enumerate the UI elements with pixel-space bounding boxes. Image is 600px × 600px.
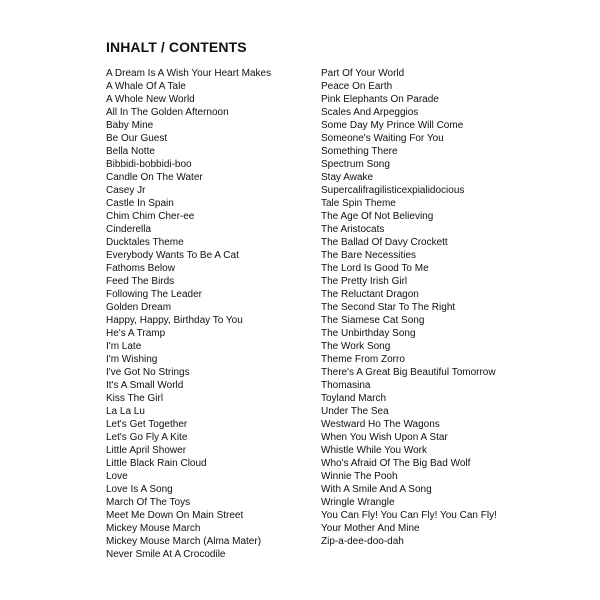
contents-list-left <box>106 67 271 561</box>
song-title-entry: Little April Shower <box>106 445 187 456</box>
song-title-entry: Let's Get Together <box>106 419 188 430</box>
song-title-entry: Chim Chim Cher-ee <box>106 211 195 222</box>
song-title-entry: The Siamese Cat Song <box>321 315 425 326</box>
song-title-entry: The Pretty Irish Girl <box>321 276 408 287</box>
song-title-entry: Let's Go Fly A Kite <box>106 432 188 443</box>
song-title-entry: March Of The Toys <box>106 497 191 508</box>
song-title-entry: Be Our Guest <box>106 133 168 144</box>
song-title-entry: Supercalifragilisticexpialidocious <box>321 185 465 196</box>
contents-list-right <box>321 67 497 548</box>
song-title-entry: Little Black Rain Cloud <box>106 458 207 469</box>
song-title-entry: Something There <box>321 146 398 157</box>
song-title-entry: The Lord Is Good To Me <box>321 263 429 274</box>
song-title-entry: Winnie The Pooh <box>321 471 398 482</box>
song-title-entry: When You Wish Upon A Star <box>321 432 448 443</box>
song-title-entry: The Unbirthday Song <box>321 328 416 339</box>
contents-heading: INHALT / CONTENTS <box>106 39 247 55</box>
song-title-entry: It's A Small World <box>106 380 184 391</box>
song-title-entry: Whistle While You Work <box>321 445 427 456</box>
song-title-entry: Following The Leader <box>106 289 202 300</box>
song-title-entry: Part Of Your World <box>321 68 405 79</box>
song-title-entry: Candle On The Water <box>106 172 203 183</box>
song-title-entry: Fathoms Below <box>106 263 175 274</box>
song-title-entry: Cinderella <box>106 224 152 235</box>
song-title-entry: Baby Mine <box>106 120 154 131</box>
song-title-entry: Your Mother And Mine <box>321 523 420 534</box>
song-title-entry: The Work Song <box>321 341 391 352</box>
song-title-entry: He's A Tramp <box>106 328 166 339</box>
song-title-entry: Mickey Mouse March (Alma Mater) <box>106 536 262 547</box>
song-title-entry: Bella Notte <box>106 146 155 157</box>
song-title-entry: You Can Fly! You Can Fly! You Can Fly! <box>321 510 497 521</box>
song-title-entry: I'm Late <box>106 341 142 352</box>
song-title-entry: Stay Awake <box>321 172 374 183</box>
song-title-entry: Never Smile At A Crocodile <box>106 549 226 560</box>
song-title-entry: Some Day My Prince Will Come <box>321 120 464 131</box>
song-title-entry: I've Got No Strings <box>106 367 190 378</box>
song-title-entry: The Second Star To The Right <box>321 302 456 313</box>
song-title-entry: A Dream Is A Wish Your Heart Makes <box>106 68 272 79</box>
song-title-entry: The Bare Necessities <box>321 250 417 261</box>
song-title-entry: Happy, Happy, Birthday To You <box>106 315 243 326</box>
song-title-entry: Golden Dream <box>106 302 172 313</box>
song-title-entry: The Reluctant Dragon <box>321 289 419 300</box>
song-title-entry: Love <box>106 471 128 482</box>
song-title-entry: Peace On Earth <box>321 81 393 92</box>
song-title-entry: Meet Me Down On Main Street <box>106 510 244 521</box>
song-title-entry: La La Lu <box>106 406 145 417</box>
song-title-entry: Who's Afraid Of The Big Bad Wolf <box>321 458 471 469</box>
song-title-entry: Castle In Spain <box>106 198 174 209</box>
song-title-entry: The Ballad Of Davy Crockett <box>321 237 448 248</box>
song-title-entry: Mickey Mouse March <box>106 523 201 534</box>
song-title-entry: Spectrum Song <box>321 159 390 170</box>
song-title-entry: Scales And Arpeggios <box>321 107 419 118</box>
song-title-entry: Thomasina <box>321 380 371 391</box>
song-title-entry: Zip-a-dee-doo-dah <box>321 536 404 547</box>
song-title-entry: There's A Great Big Beautiful Tomorrow <box>321 367 496 378</box>
song-title-entry: Love Is A Song <box>106 484 173 495</box>
song-title-entry: Tale Spin Theme <box>321 198 396 209</box>
song-title-entry: Theme From Zorro <box>321 354 405 365</box>
song-title-entry: The Aristocats <box>321 224 385 235</box>
song-title-entry: Ducktales Theme <box>106 237 184 248</box>
song-title-entry: All In The Golden Afternoon <box>106 107 229 118</box>
song-title-entry: Bibbidi-bobbidi-boo <box>106 159 192 170</box>
song-title-entry: Feed The Birds <box>106 276 175 287</box>
song-title-entry: With A Smile And A Song <box>321 484 432 495</box>
song-title-entry: Under The Sea <box>321 406 389 417</box>
song-title-entry: Wringle Wrangle <box>321 497 395 508</box>
song-title-entry: Pink Elephants On Parade <box>321 94 439 105</box>
song-title-entry: Westward Ho The Wagons <box>321 419 440 430</box>
song-title-entry: Kiss The Girl <box>106 393 164 404</box>
song-title-entry: Someone's Waiting For You <box>321 133 444 144</box>
song-title-entry: A Whale Of A Tale <box>106 81 186 92</box>
song-title-entry: Everybody Wants To Be A Cat <box>106 250 239 261</box>
song-title-entry: I'm Wishing <box>106 354 158 365</box>
song-title-entry: Casey Jr <box>106 185 146 196</box>
song-title-entry: Toyland March <box>321 393 387 404</box>
song-title-entry: The Age Of Not Believing <box>321 211 434 222</box>
song-title-entry: A Whole New World <box>106 94 195 105</box>
